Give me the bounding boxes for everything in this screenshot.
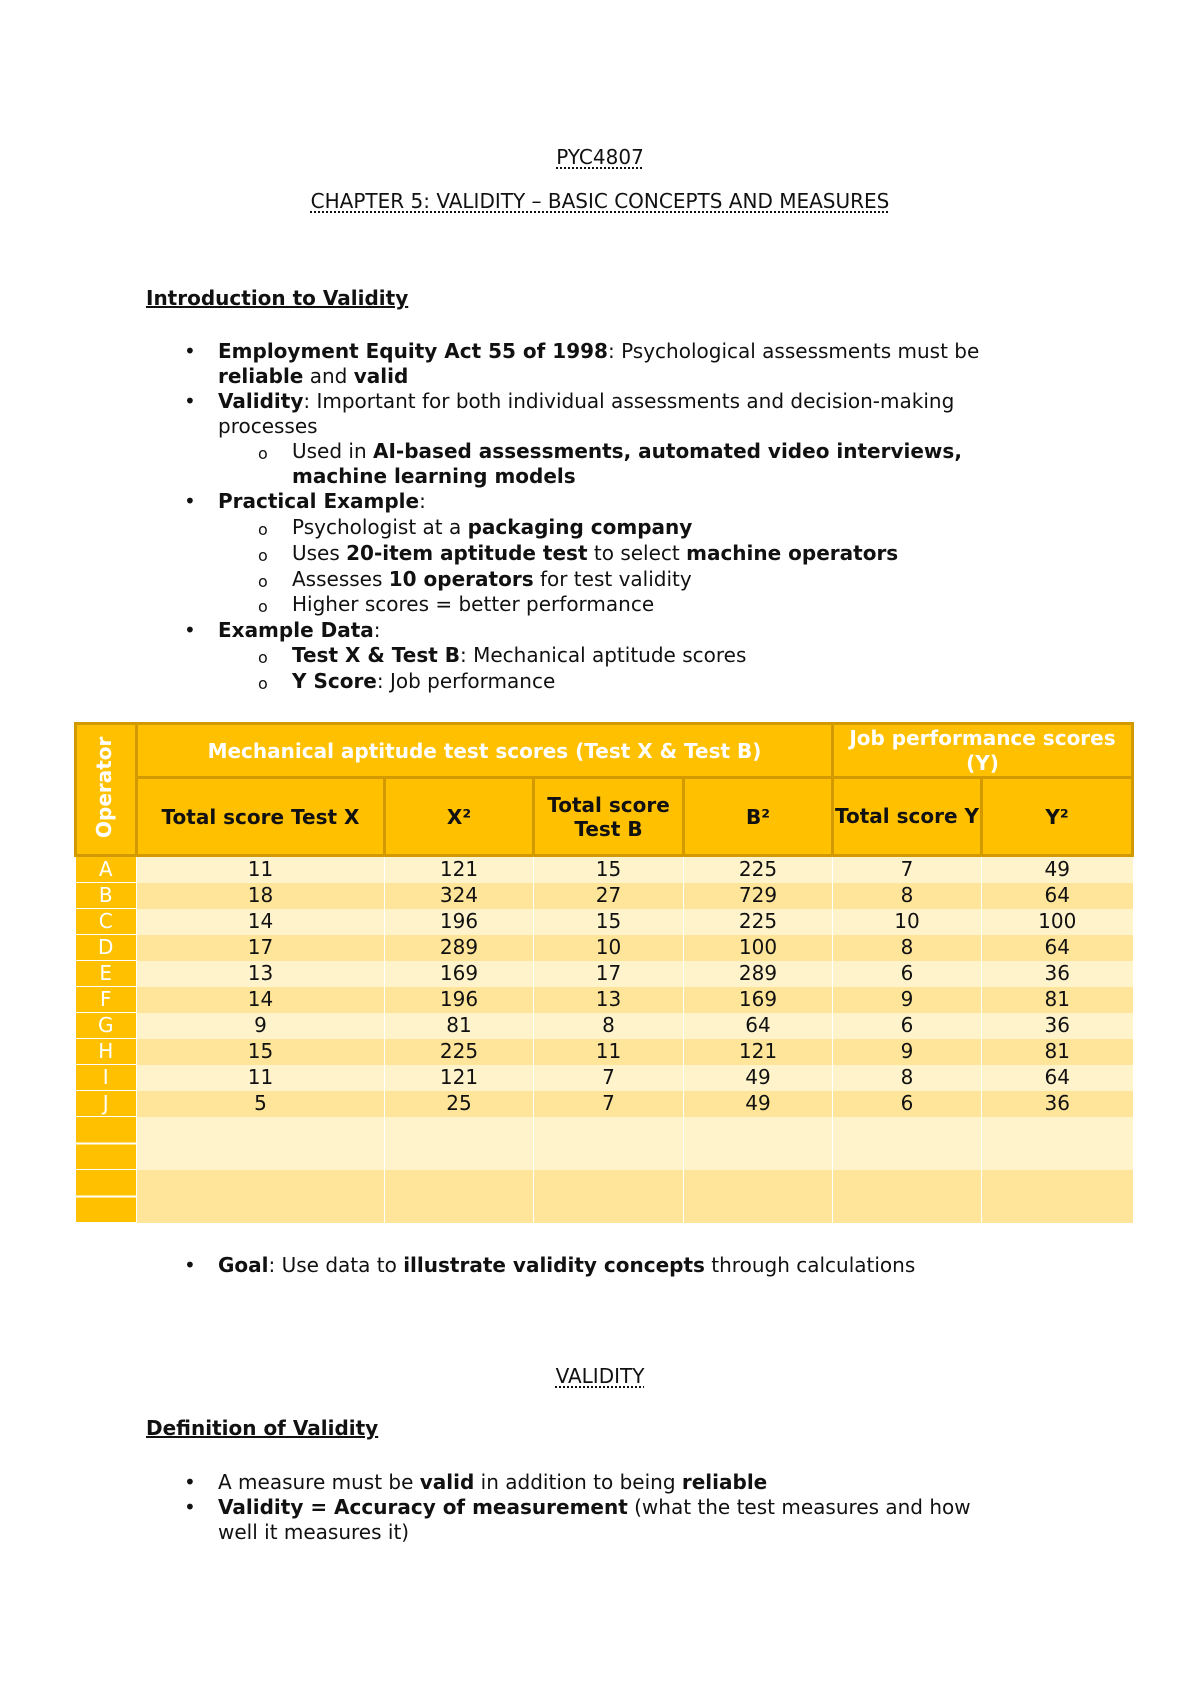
sub-bullet-test-x-b: o Test X & Test B: Mechanical aptitude scores <box>292 643 746 668</box>
score-cell-b2: 729 <box>684 883 833 909</box>
bullet-icon: • <box>184 1495 196 1519</box>
bullet-validity: • Validity: Important for both individual assessments and decision-making processes <box>184 389 955 438</box>
score-cell-b2: 121 <box>684 1039 833 1065</box>
sub-bullet-operators: o Assesses 10 operators for test validity <box>292 567 692 592</box>
score-cell-x2: 121 <box>385 1065 534 1091</box>
table-row <box>76 961 1133 987</box>
score-cell-y2: 36 <box>982 1091 1133 1117</box>
sub-bullet-y-score: o Y Score: Job performance <box>292 669 555 694</box>
bullet-goal: • Goal: Use data to illustrate validity concepts through calculations <box>184 1253 916 1277</box>
bullet-accuracy: • Validity = Accuracy of measurement (what the test measures and how well it measures it) <box>184 1495 971 1544</box>
score-cell-x2: 196 <box>385 909 534 935</box>
score-cell-x2: 289 <box>385 935 534 961</box>
score-cell-b2: 225 <box>684 909 833 935</box>
score-cell-b: 8 <box>534 1013 684 1039</box>
score-cell-y: 8 <box>833 1065 982 1091</box>
sub-bullet-packaging: o Psychologist at a packaging company <box>292 515 692 540</box>
empty-table-row <box>76 1117 1133 1170</box>
score-cell-y2: 100 <box>982 909 1133 935</box>
scores-table <box>74 722 1134 1223</box>
table-row <box>76 909 1133 935</box>
operator-cell <box>76 1117 137 1170</box>
operator-cell <box>76 1170 137 1223</box>
operator-cell: F <box>76 987 137 1013</box>
score-cell-y2: 64 <box>982 1065 1133 1091</box>
empty-cell <box>137 1117 385 1170</box>
empty-cell <box>982 1170 1133 1223</box>
operator-cell: B <box>76 883 137 909</box>
sub-bullet-aptitude-test: o Uses 20-item aptitude test to select machine operators <box>292 541 898 566</box>
bullet-practical-example: • Practical Example: <box>184 489 426 513</box>
empty-cell <box>684 1117 833 1170</box>
bullet-icon: • <box>184 489 196 513</box>
score-cell-y: 6 <box>833 961 982 987</box>
score-cell-x2: 81 <box>385 1013 534 1039</box>
score-cell-y: 6 <box>833 1091 982 1117</box>
circle-bullet-icon: o <box>258 444 268 463</box>
table-row <box>76 987 1133 1013</box>
score-cell-y: 7 <box>833 856 982 883</box>
operator-cell: G <box>76 1013 137 1039</box>
table-row <box>76 856 1133 883</box>
empty-cell <box>534 1117 684 1170</box>
score-cell-y2: 64 <box>982 935 1133 961</box>
score-cell-x2: 196 <box>385 987 534 1013</box>
score-cell-y: 9 <box>833 987 982 1013</box>
sub-bullet-higher-scores: o Higher scores = better performance <box>292 592 654 617</box>
operator-cell: E <box>76 961 137 987</box>
score-cell-b: 15 <box>534 856 684 883</box>
score-cell-b2: 100 <box>684 935 833 961</box>
score-cell-y: 9 <box>833 1039 982 1065</box>
score-cell-x: 18 <box>137 883 385 909</box>
score-cell-b2: 64 <box>684 1013 833 1039</box>
score-cell-b: 7 <box>534 1091 684 1117</box>
score-cell-b: 10 <box>534 935 684 961</box>
operator-cell: I <box>76 1065 137 1091</box>
col-header-b2: B² <box>684 778 833 856</box>
bullet-icon: • <box>184 389 196 413</box>
score-cell-b2: 49 <box>684 1091 833 1117</box>
score-cell-x: 11 <box>137 1065 385 1091</box>
circle-bullet-icon: o <box>258 648 268 667</box>
score-cell-b2: 49 <box>684 1065 833 1091</box>
col-header-y2: Y² <box>982 778 1133 856</box>
empty-cell <box>833 1170 982 1223</box>
bullet-icon: • <box>184 339 196 363</box>
empty-cell <box>385 1170 534 1223</box>
definition-heading: Definition of Validity <box>146 1416 379 1440</box>
operator-cell: C <box>76 909 137 935</box>
aptitude-group-header: Mechanical aptitude test scores (Test X & Test B) <box>137 724 833 778</box>
score-cell-x: 14 <box>137 909 385 935</box>
score-cell-b: 17 <box>534 961 684 987</box>
table-row <box>76 883 1133 909</box>
bullet-valid-reliable: • A measure must be valid in addition to being reliable <box>184 1470 768 1494</box>
course-code: PYC4807 <box>556 145 644 169</box>
col-header-total-y: Total score Y <box>833 778 982 856</box>
score-cell-b: 27 <box>534 883 684 909</box>
score-cell-b: 15 <box>534 909 684 935</box>
score-cell-x2: 25 <box>385 1091 534 1117</box>
bullet-icon: • <box>184 618 196 642</box>
col-header-total-x: Total score Test X <box>137 778 385 856</box>
circle-bullet-icon: o <box>258 674 268 693</box>
score-cell-y2: 81 <box>982 1039 1133 1065</box>
score-cell-x2: 225 <box>385 1039 534 1065</box>
score-cell-y2: 64 <box>982 883 1133 909</box>
score-cell-b2: 169 <box>684 987 833 1013</box>
score-cell-x: 14 <box>137 987 385 1013</box>
score-cell-y2: 36 <box>982 961 1133 987</box>
operator-header: Operator <box>76 724 137 856</box>
score-cell-y2: 81 <box>982 987 1133 1013</box>
score-cell-y2: 36 <box>982 1013 1133 1039</box>
sub-bullet-ai: o Used in AI-based assessments, automated video interviews, machine learning models <box>258 439 962 488</box>
score-cell-x: 11 <box>137 856 385 883</box>
empty-cell <box>534 1170 684 1223</box>
operator-cell: H <box>76 1039 137 1065</box>
table-row <box>76 1091 1133 1117</box>
bullet-employment-equity: • Employment Equity Act 55 of 1998: Psychological assessments must be reliable and valid <box>184 339 980 388</box>
score-cell-x: 17 <box>137 935 385 961</box>
bullet-example-data: • Example Data: <box>184 618 381 642</box>
operator-cell: J <box>76 1091 137 1117</box>
score-cell-x: 5 <box>137 1091 385 1117</box>
empty-table-row <box>76 1170 1133 1223</box>
score-cell-x: 9 <box>137 1013 385 1039</box>
bullet-icon: • <box>184 1253 196 1277</box>
table-row <box>76 1039 1133 1065</box>
score-cell-b2: 289 <box>684 961 833 987</box>
circle-bullet-icon: o <box>258 546 268 565</box>
empty-cell <box>982 1117 1133 1170</box>
col-header-total-b: Total score Test B <box>534 778 684 856</box>
score-cell-b2: 225 <box>684 856 833 883</box>
score-cell-y: 8 <box>833 935 982 961</box>
operator-cell: A <box>76 856 137 883</box>
job-performance-group-header: Job performance scores (Y) <box>833 724 1133 778</box>
chapter-title: CHAPTER 5: VALIDITY – BASIC CONCEPTS AND MEASURES <box>310 189 890 213</box>
score-cell-b: 13 <box>534 987 684 1013</box>
table-row <box>76 935 1133 961</box>
score-cell-x2: 121 <box>385 856 534 883</box>
score-cell-y: 8 <box>833 883 982 909</box>
table-row <box>76 1065 1133 1091</box>
circle-bullet-icon: o <box>258 597 268 616</box>
empty-cell <box>684 1170 833 1223</box>
validity-title: VALIDITY <box>555 1364 645 1388</box>
table-row <box>76 1013 1133 1039</box>
empty-cell <box>385 1117 534 1170</box>
col-header-x2: X² <box>385 778 534 856</box>
circle-bullet-icon: o <box>258 520 268 539</box>
bullet-icon: • <box>184 1470 196 1494</box>
circle-bullet-icon: o <box>258 572 268 591</box>
empty-cell <box>137 1170 385 1223</box>
score-cell-y2: 49 <box>982 856 1133 883</box>
score-cell-x: 15 <box>137 1039 385 1065</box>
score-cell-x2: 324 <box>385 883 534 909</box>
score-cell-x2: 169 <box>385 961 534 987</box>
score-cell-y: 6 <box>833 1013 982 1039</box>
score-cell-b: 7 <box>534 1065 684 1091</box>
score-cell-x: 13 <box>137 961 385 987</box>
score-cell-b: 11 <box>534 1039 684 1065</box>
operator-cell: D <box>76 935 137 961</box>
intro-heading: Introduction to Validity <box>146 286 409 310</box>
empty-cell <box>833 1117 982 1170</box>
score-cell-y: 10 <box>833 909 982 935</box>
